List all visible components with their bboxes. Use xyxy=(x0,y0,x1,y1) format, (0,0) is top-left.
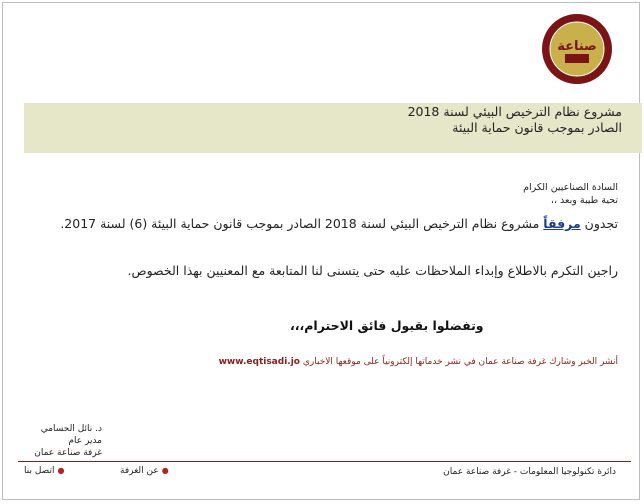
logo-arabic-text: صناعة xyxy=(557,39,597,54)
footer-department: دائرة تكنولوجيا المعلومات - غرفة صناعة عمان xyxy=(443,467,616,477)
body-paragraph-1 xyxy=(30,215,618,232)
salutation-line-2: تحية طيبة وبعد ،، xyxy=(550,195,618,206)
news-site-link[interactable]: www.eqtisadi.jo xyxy=(218,357,300,367)
footer-note-text: أنشر الخبر وشارك غرفة صناعة عمان في نشر خدماتها إلكترونياً على موقعها الاخباري xyxy=(302,357,618,367)
body-paragraph-2: راجين التكرم بالاطلاع وإبداء الملاحظات عليه حتى يتسنى لنا المتابعة مع المعنيين بهذا الخصوص. xyxy=(127,263,618,278)
para1-prefix: تجدون xyxy=(584,216,618,231)
chamber-logo xyxy=(540,12,614,86)
footer-note xyxy=(219,357,618,367)
contact-us-label: اتصل بنا xyxy=(24,466,55,476)
signature-block xyxy=(22,423,102,459)
about-chamber-link[interactable] xyxy=(120,466,169,476)
salutation-line-1: السادة الصناعيين الكرام xyxy=(523,182,618,193)
signature-role: مدير عام xyxy=(68,436,102,446)
message-title: مشروع نظام الترخيص البيئي لسنة 2018 الصادر بموجب قانون حماية البيئة xyxy=(407,104,622,135)
signature-name: د. نائل الحسامي xyxy=(40,424,102,434)
attachment-link[interactable]: مرفقاً xyxy=(543,216,581,231)
contact-us-link[interactable] xyxy=(24,466,64,476)
about-chamber-label: عن الغرفة xyxy=(120,466,159,476)
signature-org: غرفة صناعة عمان xyxy=(34,448,102,458)
closing-line: وتفضلوا بقبول فائق الاحترام،،، xyxy=(290,318,484,333)
bullet-icon: ● xyxy=(161,466,169,475)
footer-divider xyxy=(18,461,631,462)
bullet-icon: ● xyxy=(57,466,65,475)
salutation xyxy=(523,181,618,207)
para1-suffix: مشروع نظام الترخيص البيئي لسنة 2018 الصادر بموجب قانون حماية البيئة (6) لسنة 2017. xyxy=(60,216,540,231)
